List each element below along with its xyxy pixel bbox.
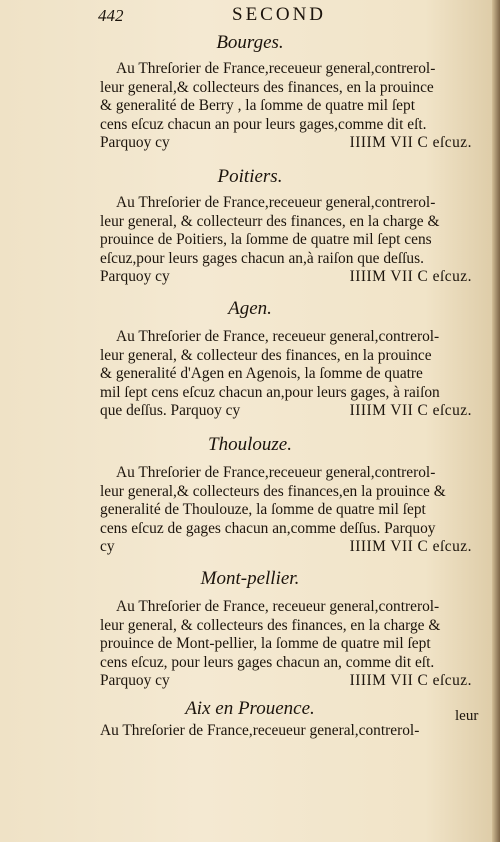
text-line: cens eſcuz, pour leurs gages chacun an, comme dit eſt. (100, 653, 435, 671)
closing-line (100, 672, 480, 691)
text-line: leur general, & collecteur des finances, en la prouince (100, 346, 432, 364)
closing-line (100, 268, 480, 287)
catchword: leur (455, 708, 479, 724)
text-line: Au Threſorier de France, receueur general,contrerol- (116, 598, 440, 615)
text-line: Au Threſorier de France,receueur general,contrerol- (116, 464, 436, 481)
text-line: prouince de Mont-pellier, la ſomme de quatre mil ſept (100, 635, 431, 652)
closing-text: Parquoy cy (100, 672, 170, 689)
section-heading: Poitiers. (217, 166, 283, 187)
closing-text: Parquoy cy (100, 268, 170, 285)
text-line: eſcuz,pour leurs gages chacun an,à raiſon que deſſus. (100, 249, 424, 267)
section-paragraph (100, 60, 480, 153)
text-line: & generalité d'Agen en Agenois, la ſomme de quatre (100, 365, 423, 382)
text-line: Au Threſorier de France,receueur general,contrerol- (100, 722, 420, 739)
page-header (0, 4, 490, 28)
sum-amount: IIIIM VII C eſcuz. (349, 672, 472, 689)
closing-text: Parquoy cy (100, 134, 170, 151)
closing-text: cy (100, 538, 115, 555)
section-paragraph (100, 598, 480, 691)
sum-amount: IIIIM VII C eſcuz. (349, 402, 472, 419)
closing-line (100, 402, 480, 421)
section-heading: Thoulouze. (208, 434, 292, 455)
sum-amount: IIIIM VII C eſcuz. (349, 268, 472, 285)
section-heading: Bourges. (216, 32, 284, 53)
running-title: SECOND (232, 4, 327, 25)
section-heading: Agen. (228, 298, 272, 319)
text-line: Au Threſorier de France,receueur general,contrerol- (116, 194, 436, 211)
sum-amount: IIIIM VII C eſcuz. (349, 134, 472, 151)
text-line: Au Threſorier de France,receueur general,contrerol- (116, 60, 436, 77)
text-line: Au Threſorier de France, receueur general,contrerol- (116, 328, 440, 345)
section-paragraph (100, 722, 480, 741)
section-paragraph (100, 464, 480, 557)
section-heading: Aix en Prouence. (185, 698, 315, 719)
text-line: cens eſcuz de gages chacun an,comme deſſus. Parquoy (100, 519, 436, 537)
closing-line (100, 134, 480, 153)
section-paragraph (100, 328, 480, 421)
text-line: leur general,& collecteurs des finances,en la prouince & (100, 482, 446, 500)
text-line: leur general,& collecteurs des finances, en la prouince (100, 78, 434, 96)
section-paragraph (100, 194, 480, 287)
text-line: generalité de Thoulouze, la ſomme de quatre mil ſept (100, 501, 426, 518)
closing-line (100, 538, 480, 557)
text-line: mil ſept cens eſcuz chacun an,pour leurs gages, à raiſon (100, 383, 440, 401)
text-line: cens eſcuz chacun an pour leurs gages,comme dit eſt. (100, 115, 427, 133)
section-heading: Mont-pellier. (200, 568, 300, 589)
text-line: prouince de Poitiers, la ſomme de quatre mil ſept cens (100, 231, 432, 248)
page-number: 442 (98, 6, 124, 25)
text-line: & generalité de Berry , la ſomme de quatre mil ſept (100, 97, 415, 114)
sum-amount: IIIIM VII C eſcuz. (349, 538, 472, 555)
text-line: leur general, & collecteurs des finances, en la charge & (100, 616, 441, 634)
text-line: leur general, & collecteurr des finances, en la charge & (100, 212, 440, 230)
closing-text: que deſſus. Parquoy cy (100, 402, 241, 419)
